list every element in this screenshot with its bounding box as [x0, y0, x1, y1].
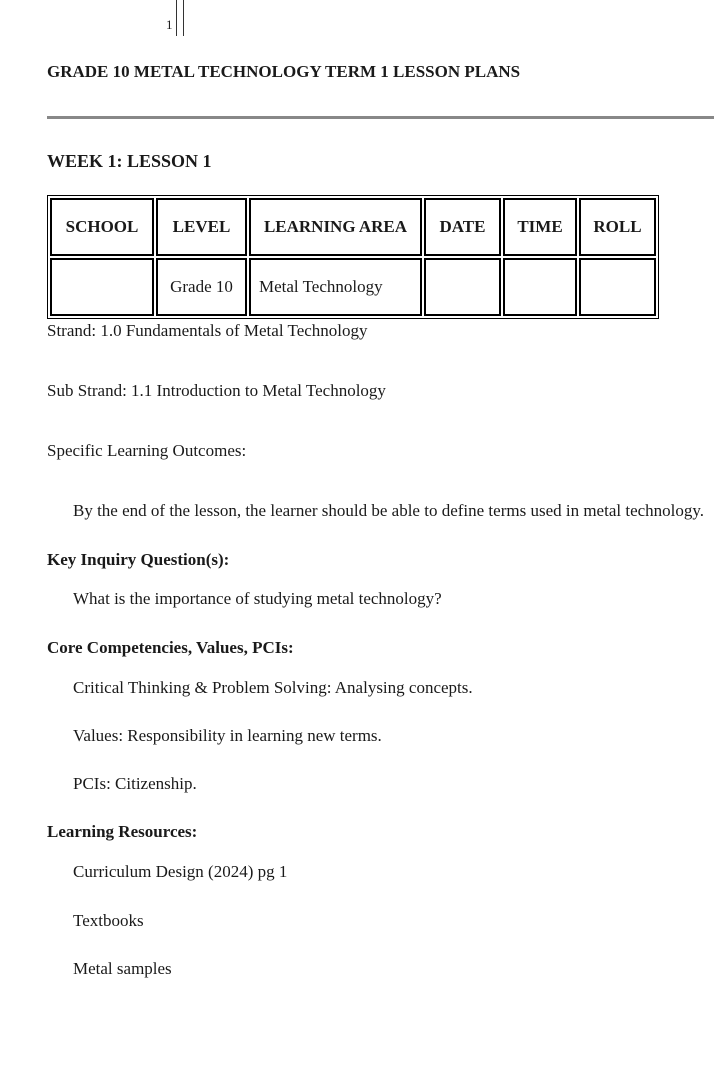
- resource-item: Metal samples: [73, 959, 172, 978]
- core-competency-text: Critical Thinking & Problem Solving: Analysing concepts.: [73, 678, 473, 697]
- header-time: TIME: [503, 198, 577, 256]
- cell-school: [50, 258, 154, 316]
- cell-level: Grade 10: [156, 258, 247, 316]
- learning-resources-heading: Learning Resources:: [47, 822, 198, 841]
- resource-item: Curriculum Design (2024) pg 1: [73, 862, 288, 881]
- key-inquiry-heading: Key Inquiry Question(s):: [47, 550, 230, 569]
- header-date: DATE: [424, 198, 501, 256]
- header-roll: ROLL: [579, 198, 656, 256]
- lesson-info-table: [47, 195, 659, 319]
- pcis-text: PCIs: Citizenship.: [73, 774, 197, 793]
- document-title: GRADE 10 METAL TECHNOLOGY TERM 1 LESSON PLANS: [47, 62, 521, 81]
- resource-item: Textbooks: [73, 911, 144, 930]
- page-margin-bar: [176, 0, 184, 36]
- cell-date: [424, 258, 501, 316]
- table-header-row: [50, 198, 656, 256]
- table-row: [50, 258, 656, 316]
- title-divider: [47, 116, 714, 119]
- header-level: LEVEL: [156, 198, 247, 256]
- core-competencies-heading: Core Competencies, Values, PCIs:: [47, 638, 294, 657]
- values-text: Values: Responsibility in learning new terms.: [73, 726, 382, 745]
- cell-roll: [579, 258, 656, 316]
- cell-time: [503, 258, 577, 316]
- specific-outcomes-label: Specific Learning Outcomes:: [47, 441, 247, 460]
- page-number: 1: [166, 17, 173, 32]
- specific-outcomes-text: By the end of the lesson, the learner should be able to define terms used in metal technology.: [73, 501, 705, 520]
- strand-text: Strand: 1.0 Fundamentals of Metal Technology: [47, 321, 368, 340]
- cell-learning-area: Metal Technology: [249, 258, 422, 316]
- header-learning-area: LEARNING AREA: [249, 198, 422, 256]
- header-school: SCHOOL: [50, 198, 154, 256]
- key-inquiry-question: What is the importance of studying metal technology?: [73, 589, 442, 608]
- week-lesson-heading: WEEK 1: LESSON 1: [47, 151, 212, 171]
- sub-strand-text: Sub Strand: 1.1 Introduction to Metal Technology: [47, 381, 386, 400]
